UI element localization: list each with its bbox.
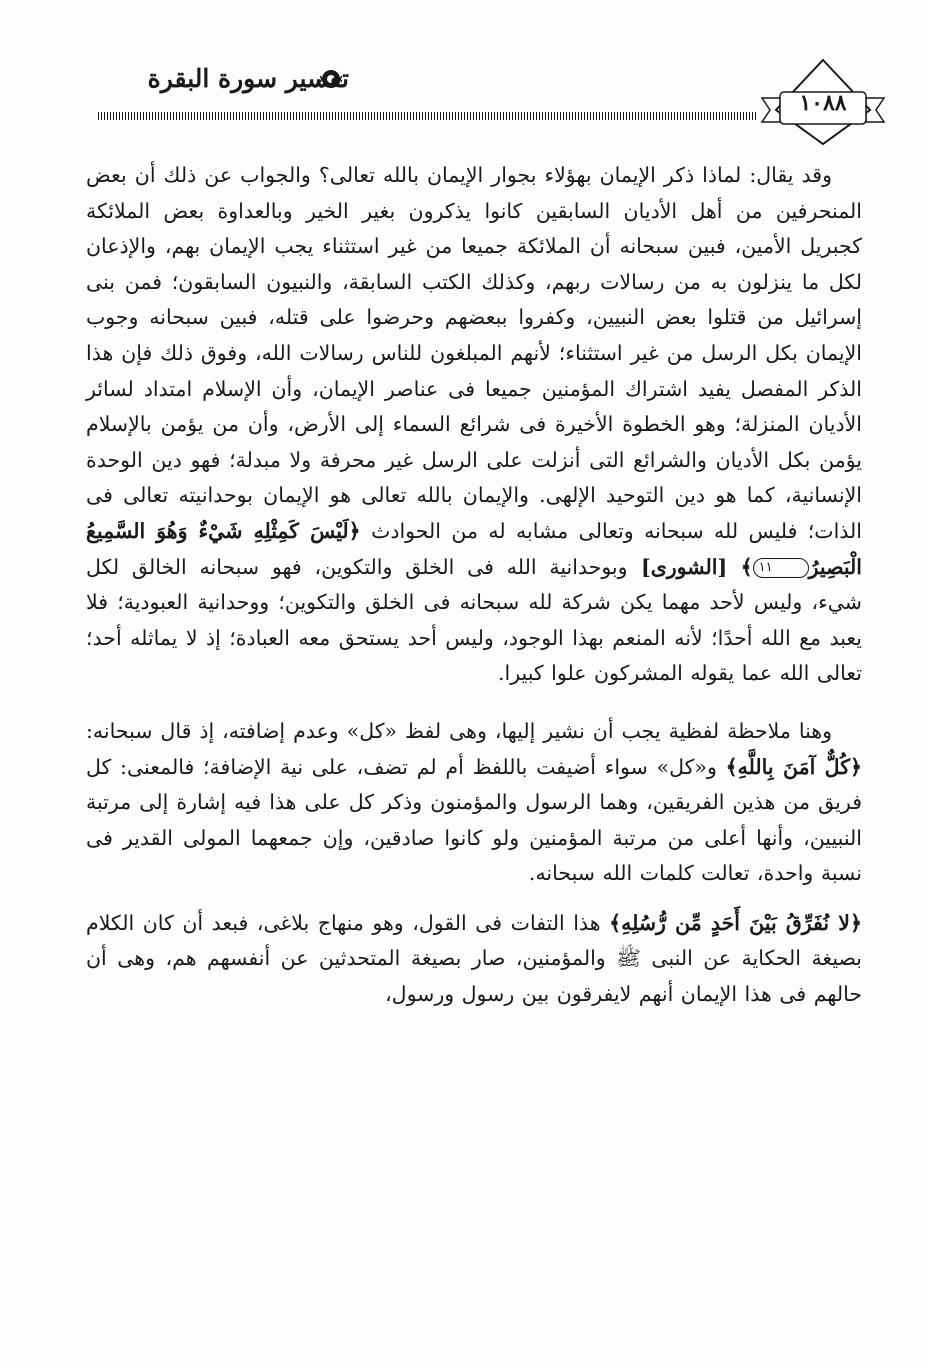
page-header — [0, 0, 929, 150]
paragraph-gap — [86, 692, 862, 714]
ornate-bracket: ﴾ — [740, 554, 753, 579]
body-text-run: هذا التفات فى القول، وهو منهاج بلاغى، فبعد أن كان الكلام بصيغة الحكاية عن النبى ﷺ والمؤمنين، صار بصيغة المتحدثين عن أنفسهم هم، وهى أن حالهم فى هذا الإيمان أنهم لايفرقون بين رسول ورسول، — [86, 910, 862, 1007]
ayah-number-medallion: ١١ — [753, 558, 809, 578]
body-text-run: وقد يقال: لماذا ذكر الإيمان بهؤلاء بجوار الإيمان بالله تعالى؟ والجواب عن ذلك أن بعض المنحرفين من أهل الأديان السابقين كانوا يذكرون بغير الخير وبالعداوة بعض الملائكة كجبريل الأمين، فبين سبحانه أن الملائكة جميعا من غير استثناء يجب الإيمان بهم، والإذعان لكل ما ينزلون به من رسالات ربهم، وكذلك الكتب السابقة، والنبيون السابقون؛ فمن بنى إسرائيل من قتلوا بعض النبيين، وكفروا ببعضهم وحرضوا على قتله، فبين سبحانه وجوب الإيمان بكل الرسل من غير استثناء؛ لأنهم المبلغون للناس رسالات الله، وفوق ذلك فإن هذا الذكر المفصل يفيد اشتراك المؤمنين جميعا فى عناصر الإيمان، وأن الإسلام امتداد لسائر الأديان المنزلة؛ وهو الخطوة الأخيرة فى شرائع السماء إلى الأرض، وأن من يؤمن بالإسلام يؤمن بكل الأديان والشرائع التى أنزلت على الرسل غير محرفة ولا مبدلة؛ فهو دين الوحدة الإنسانية، كما هو دين التوحيد الإلهى. والإيمان بالله تعالى هو الإيمان بوحدانيته تعالى فى الذات؛ فليس لله سبحانه وتعالى مشابه له من الحوادث — [86, 163, 862, 543]
ornate-bracket: ﴿ — [348, 518, 361, 543]
paragraph — [86, 714, 862, 892]
page-body — [86, 158, 862, 1013]
header-rule — [98, 112, 758, 120]
quran-verse: لَيْسَ كَمِثْلِهِ شَيْءٌ وَهُوَ السَّمِيعُ الْبَصِيرُ — [86, 518, 862, 579]
ornate-bracket: ﴾ — [609, 910, 622, 935]
quran-verse: لا نُفَرِّقُ بَيْنَ أَحَدٍ مِّن رُّسُلِهِ — [621, 910, 850, 935]
paragraph — [86, 158, 862, 692]
body-text-run: وبوحدانية الله فى الخلق والتكوين، فهو سبحانه الخالق لكل شيء، وليس لأحد مهما يكن شركة لله سبحانه فى الخلق والتكوين؛ ووحدانية العبودية؛ فلا يعبد مع الله أحدًا؛ لأنه المنعم بهذا الوجود، وليس أحد يستحق معه العبادة؛ إذ لا يماثله أحد؛ تعالى الله عما يقوله المشركون علوا كبيرا. — [86, 554, 862, 686]
body-text-run: وهنا ملاحظة لفظية يجب أن نشير إليها، وهى لفظ «كل» وعدم إضافته، إذ قال سبحانه: — [86, 718, 832, 743]
paragraph — [86, 906, 862, 1013]
running-header-title: تفسير سورة البقرة — [147, 64, 349, 93]
page-number: ١٠٨٨ — [799, 90, 847, 116]
quran-verse: كُلٌّ آمَنَ بِاللَّهِ — [737, 754, 850, 779]
ornate-bracket: ﴾ — [725, 754, 738, 779]
body-text-run: و«كل» سواء أضيفت باللفظ أم لم تضف، على نية الإضافة؛ فالمعنى: كل فريق من هذين الفريقين، وهما الرسول والمؤمنون وذكر كل على هذا فيه إشارة إلى مرتبة النبيين، وأنها أعلى من مرتبة المؤمنين ولو كانوا صادقين، وإن جمعهما المولى القدير فى نسبة واحدة، تعالت كلمات الله سبحانه. — [86, 754, 862, 886]
ornate-bracket: ﴿ — [849, 754, 862, 779]
ornate-bracket: ﴿ — [849, 910, 862, 935]
surah-reference: [الشورى] — [627, 554, 741, 579]
